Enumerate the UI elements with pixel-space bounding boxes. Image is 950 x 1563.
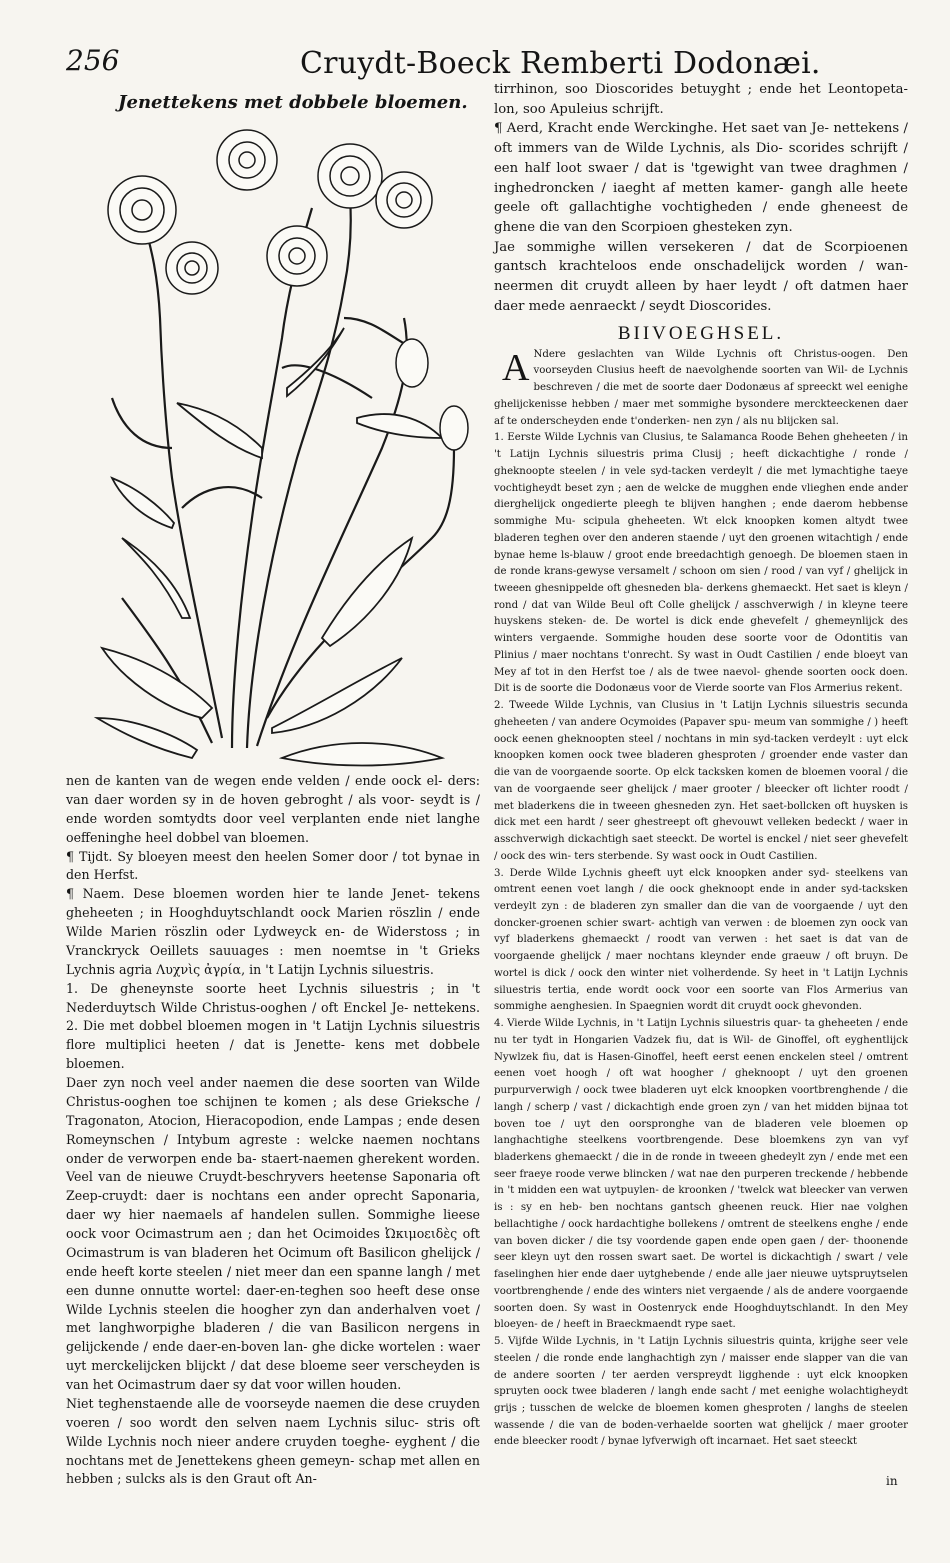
running-title: Cruydt-Boeck Remberti Dodonæi. — [300, 46, 821, 81]
list-item: 1. Eerste Wilde Lychnis van Clusius, te Salamanca Roode Behen gheheeten / in 't Latijn Lychnis siluestris prima Clusij ; heeft dickachtighe / ronde / gheknoopte steelen / in vele syd-tacken verdeylt / die met lymachtighe taeye vochtigheydt beset zyn ; aen de welcke de mugghen ende vlieghen ende ander dierghelijck ongedierte pleegh te blijven hanghen ; ende daerom hebbense sommighe Mu- scipula gheheeten. Wt elck knoopken komen altydt twee bladeren teghen over den anderen staende / uyt den groenen witachtigh / ende bynae heme ls-blauw / groot ende breedachtigh genoegh. De bloemen staen in de ronde krans-gewyse versamelt / schoon om sien / rood / van vyf / ghelijck in tweeen ghesnippelde oft ghesneden bla- derkens ghemaeckt. Het saet is kleyn / rond / dat van Wilde Beul oft Colle ghelijck / asschverwigh / in kleyne teere huyskens steken- de. De wortel is dick ende ghevefelt / ghemeynlijck des winters vergaende. Sommighe houden dese soorte voor de Odontitis van Plinius / maer nochtans t'onrecht. Sy wast in Oudt Castilien / ende bloeyt van Mey af tot in den Herfst toe / als de twee naevol- ghende soorten oock doen. Dit is de soorte die Dodonæus voor de Vierde soorte van Flos Armerius rekent. — [494, 432, 908, 695]
list-item: 3. Derde Wilde Lychnis gheeft uyt elck knoopken ander syd- steelkens van omtrent eenen voet langh / die oock gheknoopt ende in ander syd-tacksken verdeylt zyn : de bladeren zyn smaller dan die van de voorgaende / uyt den doncker-groenen schier swart- achtigh van verwen : de bloemen zyn oock van vyf bladerkens ghemaeckt / roodt van verwen : het saet is dat van de voorgaende ghelijck / maer nochtans kleynder ende graeuw / oft bruyn. De wortel is dick / oock den winter niet volherdende. Sy heet in 't Latijn Lychnis siluestris tertia, ende wordt oock voor een soorte van Flos Armerius van sommighe aenghesien. In Spaegnien wordt dit cruydt oock ghevonden. — [494, 867, 908, 1013]
bijvoegsel-section — [494, 322, 908, 1451]
left-column — [66, 772, 480, 1489]
illustration-caption: Jenettekens met dobbele bloemen. — [118, 92, 468, 113]
paragraph: nen de kanten van de wegen ende velden / ende oock el- ders: van daer worden sy in de hoven gebroght / als voor- seydt is / ende worden somtydts door veel verplanten ende niet langhe oeffeninghe heel dobbel van bloemen. — [66, 773, 480, 845]
paragraph: Niet teghenstaende alle de voorseyde naemen die dese cruyden voeren / soo wordt den selven naem Lychnis siluc- stris oft Wilde Lychnis noch nieer andere cruyden toeghe- eyghent / die nochtans met de Jenettekens gheen gemeyn- schap met allen en hebben ; sulcks als is den Graut oft An- — [66, 1395, 480, 1487]
right-column-top — [494, 80, 908, 317]
section-heading: BIIVOEGHSEL. — [617, 323, 785, 344]
paragraph-intro — [494, 347, 908, 431]
paragraph: ¶ Naem. Dese bloemen worden hier te lande Jenet- tekens gheheeten ; in Hooghduytschlandt oock Marien röszlin / ende Wilde Marien röszlin oder Lydweyck en- de Widerstoss ; in Vranckryck Oeillets sauuages : men noemtse in 't Grieks Lychnis agria Λυχνὶς ἀγρία, in 't Latijn Lychnis siluestris. — [66, 886, 480, 977]
paragraph: Jae sommighe willen versekeren / dat de Scorpioenen gantsch krachteloos ende onschadelijck worden / wan- neermen dit cruydt alleen by haer leydt / oft datmen haer daer mede aenraeckt / seydt Dioscorides. — [494, 239, 908, 314]
list-item: 2. Tweede Wilde Lychnis, van Clusius in 't Latijn Lychnis siluestris secunda gheheeten / van andere Ocymoides (Papaver spu- meum van sommighe / ) heeft oock eenen gheknoopten steel / nochtans in min syd-tacken verdeylt : uyt elck knoopken komen oock twee bladeren ghesproten / groender ende vaster dan die van de voorgaende soorte. Op elck tacksken komen de bloemen vooral / die van de voorgaende seer ghelijck / maer grooter / bleecker oft lichter roodt / met bladerkens die in tweeen ghesneden zyn. Het saet-bollcken oft huysken is dick met een hardt / seer ghestreept oft ghevouwt velleken bedeckt / waer in asschverwigh dickachtigh saet steeckt. De wortel is enckel / niet seer ghevefelt / oock des win- ters sterbende. Sy wast oock in Oudt Castilien. — [494, 700, 908, 862]
double-flowered-lychnis-woodcut-icon — [82, 118, 484, 768]
paragraph: 1. De gheneynste soorte heet Lychnis siluestris ; in 't Nederduytsch Wilde Christus-ooghen / oft Enckel Je- nettekens. 2. Die met dobbel bloemen mogen in 't Latijn Lychnis siluestris flore multiplici heeten / dat is Jenette- kens met dobbele bloemen. — [66, 980, 480, 1072]
paragraph: ¶ Tijdt. Sy bloeyen meest den heelen Somer door / tot bynae in den Herfst. — [66, 848, 480, 883]
intro-text: Ndere geslachten van Wilde Lychnis oft Christus-oogen. Den voorseyden Clusius heeft de naevolghende soorten van Wil- de Lychnis beschreven / die met de soorte daer Dodonæus af spreeckt wel eenighe ghelijckenisse hebben / maer met sommighe bysondere merckteeckenen daer af te onderscheyden ende t'onderken- nen zyn / als nu blijcken sal. — [494, 348, 908, 427]
page-number: 256 — [66, 44, 120, 77]
list-item: 4. Vierde Wilde Lychnis, in 't Latijn Lychnis siluestris quar- ta gheheeten / ende nu ter tydt in Hongarien Vadzek fiu, dat is Wil- de Ginoffel, oft eyghentlijck Nywlzek fiu, dat is Hasen-Ginoffel, heeft eerst eenen enckelen steel / omtrent eenen voet hoogh / oft wat hoogher / gheknoopt / uyt den groenen purpurverwigh / oock twee bladeren uyt elck knoopken voortbrenghende / die langh / scherp / vast / dickachtigh ende groen zyn / van het midden bijnaa tot boven toe / uyt den oorspronghe van de bladeren vele bloemen op langhachtighe steelkens voortbrengende. Dese bloemkens zyn van vyf bladerkens ghemaeckt / die in de ronde in tweeen ghedeylt zyn / ende met een seer fraeye roode verwe blincken / wat nae den purperen treckende / hebbende in 't midden een wat uytpuylen- de kroonken / 'twelck wat bleecker van verwen is : sy en heb- ben nochtans gantsch gheenen reuck. Hier nae volghen bellachtighe / oock hardachtighe bollekens / omtrent de steelkens enghe / ende van boven dicker / die tsy voordende gapen ende open gaen / der- thoonende seer kleyn uyt den rossen swart saet. De wortel is dickachtigh / swart / vele faselinghen hier ende daer uytghebende / ende alle jaer nieuwe uytspruytselen voortbrenghende / ende des winters niet vergaende / als de andere voorgaende soorten doen. Sy wast in Oostenryck ende Hooghduytschlandt. In den Mey bloeyen- de / heeft in Braeckmaendt rype saet. — [494, 1018, 908, 1331]
paragraph: ¶ Aerd, Kracht ende Werckinghe. Het saet van Je- nettekens / oft immers van de Wilde Lychnis, als Dio- scorides schrijft / een half loot swaer / dat is 'tgewight van twee draghmen / inghedroncken / iaeght af metten kamer- gangh alle heete geele oft gallachtighe vochtigheden / ende gheneest de ghene die van den Scorpioen ghesteken zyn. — [494, 121, 908, 236]
catchword: in — [886, 1474, 898, 1488]
paragraph: tirrhinon, soo Dioscorides betuyght ; ende het Leontopeta- lon, soo Apuleius schrijft. — [494, 82, 908, 117]
drop-cap: A — [502, 346, 530, 389]
paragraph: Daer zyn noch veel ander naemen die dese soorten van Wilde Christus-ooghen toe schijnen te komen ; als dese Grieksche / Tragonaton, Atocion, Hieracopodion, ende Lampas ; ende desen Romeynschen / Intybum agreste : welcke naemen nochtans onder de verworpen ende ba- staert-naemen gherekent worden. Veel van de nieuwe Cruydt-beschryvers heetense Saponaria oft Zeep-cruydt: daer is nochtans een ander oprecht Saponaria, daer wy hier naemaels af handelen sullen. Sommighe lieese oock voor Ocimastrum aen ; dan het Ocimoides Ὠκιμοειδὲς oft Ocimastrum is van bladeren het Ocimum oft Basilicon ghelijck / ende heeft korte steelen / niet meer dan een spanne langh / met een dunne onnutte wortel: daer-en-teghen soo heeft dese onse Wilde Lychnis steelen die hoogher zyn dan anderhalven voet / met langhworpighe bladeren / die van Basilicon nergens in gelijckende / ende daer-en-boven lan- ghe dicke wortelen : waer uyt merckelijcken blijckt / dat dese bloeme seer verscheyden is van het Ocimastrum daer sy dat voor willen houden. — [66, 1075, 480, 1392]
list-item: 5. Vijfde Wilde Lychnis, in 't Latijn Lychnis siluestris quinta, krijghe seer vele steelen / die ronde ende langhachtigh zyn / maisser ende slapper van die van de andere soorten / ter aerden verspreydt ligghende : uyt elck knoopken spruyten oock twee bladeren / langh ende sacht / met eenighe wolachtigheydt grijs ; tusschen de welcke de bloemen komen ghesproten / langhs de steelen wassende / die van de boden-verhaelde soorten wat ghelijck / maer grooter ende bleecker roodt / bynae lyfverwigh oft incarnaet. Het saet steeckt — [494, 1336, 908, 1448]
